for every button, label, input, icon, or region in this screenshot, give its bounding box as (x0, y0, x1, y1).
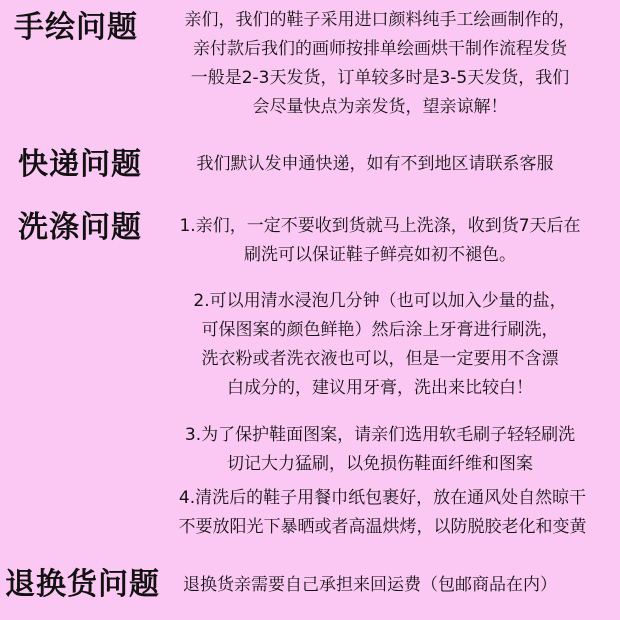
section-title-returns: 退换货问题 (5, 567, 160, 602)
text-line: 退换货亲需要自己承担来回运费（包邮商品在内） (183, 575, 557, 595)
text-line: 切记大力猛刷，以免损伤鞋面纤维和图案 (227, 454, 533, 474)
text-line: 1.亲们，一定不要收到货就马上洗涤，收到货7天后在 (179, 216, 581, 236)
section-title-washing: 洗涤问题 (18, 210, 142, 245)
text-line: 一般是2-3天发货，订单较多时是3-5天发货，我们 (190, 68, 570, 88)
text-line: 会尽量快点为亲发货，望亲谅解！ (252, 97, 508, 117)
text-line: 白成分的，建议用牙膏，洗出来比较白！ (227, 378, 533, 398)
text-line: 4.清洗后的鞋子用餐巾纸包裹好，放在通风处自然晾干 (178, 488, 587, 508)
washing-para-4 (160, 484, 605, 542)
text-line: 3.为了保护鞋面图案，请亲们选用软毛刷子轻轻刷洗 (184, 425, 576, 445)
washing-para-3 (160, 421, 600, 479)
text-line: 不要放阳光下暴晒或者高温烘烤，以防脱胶老化和变黄 (178, 517, 587, 537)
text-line: 2.可以用清水浸泡几分钟（也可以加入少量的盐， (193, 291, 567, 311)
delivery-text (160, 150, 590, 179)
returns-text (160, 571, 580, 600)
text-line: 刷洗可以保证鞋子鲜亮如初不褪色。 (244, 245, 516, 265)
text-line: 我们默认发申通快递，如有不到地区请联系客服 (196, 154, 554, 174)
washing-para-1 (160, 212, 600, 270)
text-line: 洗衣粉或者洗衣液也可以，但是一定要用不含漂 (201, 349, 559, 369)
washing-para-2 (160, 287, 600, 403)
section-title-delivery: 快递问题 (18, 147, 142, 182)
handpaint-text (160, 6, 600, 122)
text-line: 亲付款后我们的画师按排单绘画烘干制作流程发货 (193, 39, 567, 59)
text-line: 亲们，我们的鞋子采用进口颜料纯手工绘画制作的， (184, 10, 576, 30)
text-line: 可保图案的颜色鲜艳）然后涂上牙膏进行刷洗， (201, 320, 559, 340)
section-title-handpaint: 手绘问题 (14, 10, 138, 45)
